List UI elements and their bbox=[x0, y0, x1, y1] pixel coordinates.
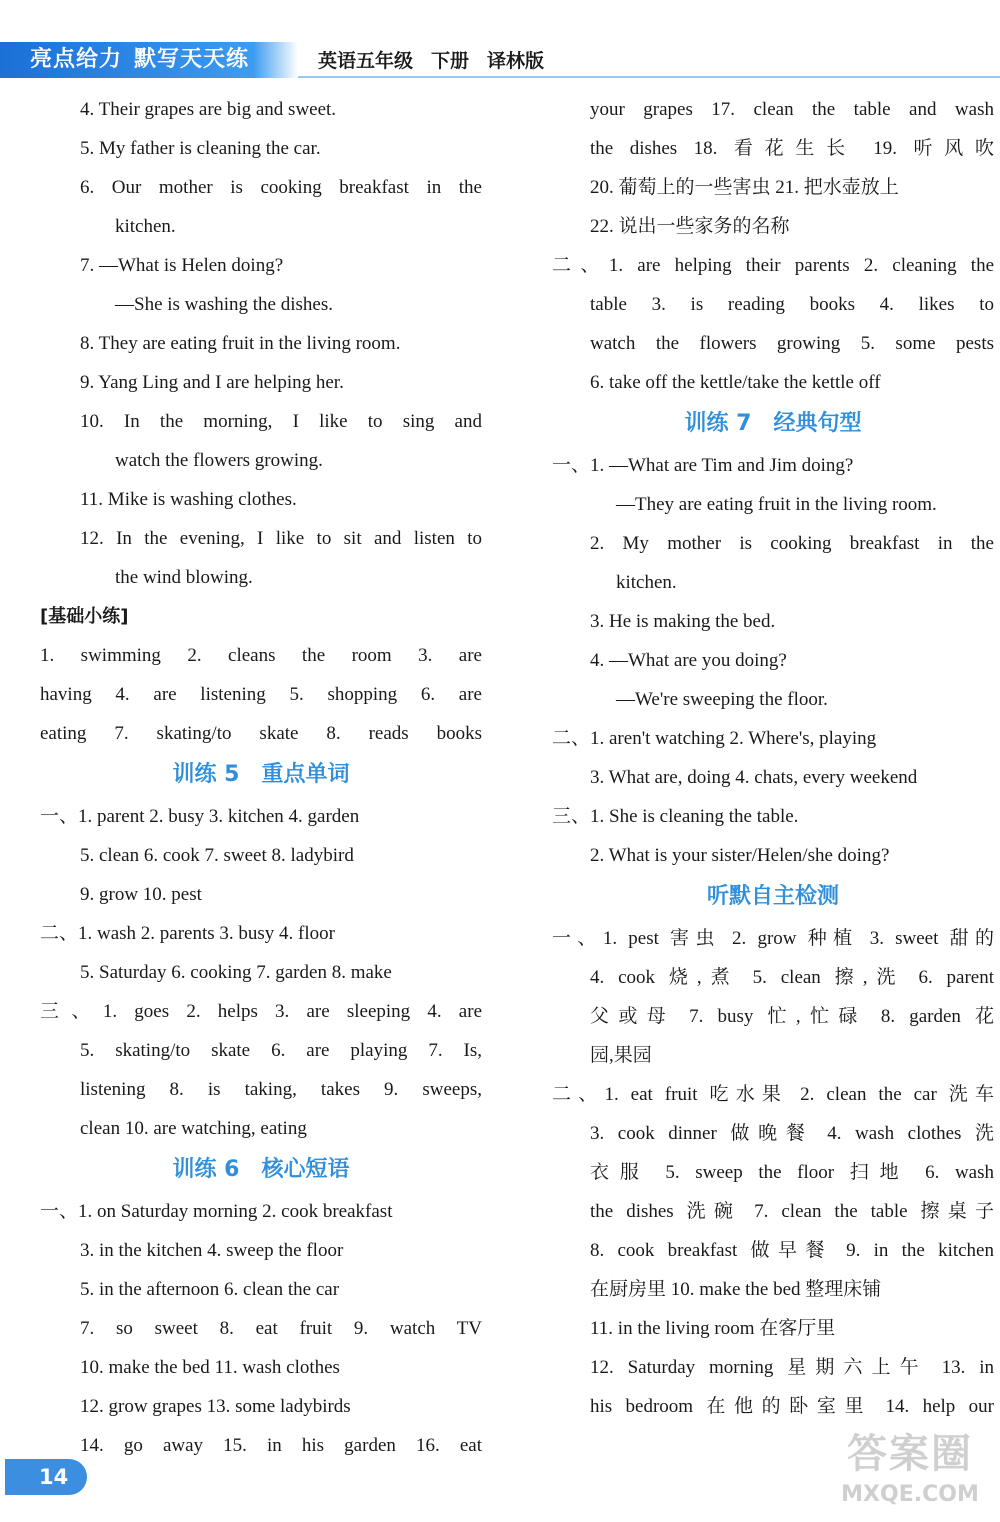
left-column bbox=[40, 90, 482, 1465]
answer-line: 一、1. parent 2. busy 3. kitchen 4. garden bbox=[40, 806, 360, 827]
brand-banner bbox=[0, 42, 298, 78]
answer-line: watch the flowers growing 5. some pests bbox=[590, 333, 994, 354]
answer-line: 三、1. She is cleaning the table. bbox=[552, 806, 799, 827]
series-name: 默写天天练 bbox=[134, 47, 250, 72]
page-header bbox=[0, 0, 1000, 80]
answer-line: 22. 说出一些家务的名称 bbox=[590, 216, 790, 237]
page-number-tab: 14 bbox=[5, 1459, 87, 1495]
answer-line: his bedroom 在他的卧室里 14. help our bbox=[590, 1396, 994, 1417]
answer-line: 一、1. on Saturday morning 2. cook breakfast bbox=[40, 1201, 393, 1222]
answer-line: 衣服 5. sweep the floor 扫地 6. wash bbox=[590, 1162, 994, 1183]
answer-line: 一、1. pest 害虫 2. grow 种植 3. sweet 甜的 bbox=[552, 928, 994, 949]
answer-line: table 3. is reading books 4. likes to bbox=[590, 294, 994, 315]
answer-line: 父或母 7. busy 忙,忙碌 8. garden 花 bbox=[590, 1006, 994, 1027]
answer-line: your grapes 17. clean the table and wash bbox=[590, 99, 994, 120]
answer-line: 12. grow grapes 13. some ladybirds bbox=[80, 1396, 351, 1417]
answer-line: the wind blowing. bbox=[115, 567, 253, 588]
answer-line: 9. grow 10. pest bbox=[80, 884, 202, 905]
answer-line: clean 10. are watching, eating bbox=[80, 1118, 307, 1139]
answer-line: 1. swimming 2. cleans the room 3. are bbox=[40, 645, 482, 666]
answer-line: 12. In the evening, I like to sit and listen to bbox=[80, 528, 482, 549]
section-heading-self-check bbox=[552, 875, 994, 919]
answer-line: 9. Yang Ling and I are helping her. bbox=[80, 372, 344, 393]
answer-line: 三、1. goes 2. helps 3. are sleeping 4. are bbox=[40, 1001, 482, 1022]
answer-line: 5. My father is cleaning the car. bbox=[80, 138, 321, 159]
answer-line: 20. 葡萄上的一些害虫 21. 把水壶放上 bbox=[590, 177, 899, 198]
answer-line: 6. Our mother is cooking breakfast in the bbox=[80, 177, 482, 198]
edition: 译林版 bbox=[487, 50, 545, 72]
answer-line: 7. —What is Helen doing? bbox=[80, 255, 284, 276]
brand-name: 亮点给力 bbox=[30, 47, 123, 72]
answer-line: kitchen. bbox=[616, 572, 677, 593]
answer-line: watch the flowers growing. bbox=[115, 450, 323, 471]
answer-line: 园,果园 bbox=[590, 1045, 652, 1066]
answer-line: 8. They are eating fruit in the living room. bbox=[80, 333, 401, 354]
answer-line: 14. go away 15. in his garden 16. eat bbox=[80, 1435, 482, 1456]
header-divider bbox=[298, 76, 1000, 78]
answer-line: 二、1. wash 2. parents 3. busy 4. floor bbox=[40, 923, 335, 944]
watermark-logo-text: 答案圈 bbox=[847, 1431, 973, 1477]
watermark-logo bbox=[820, 1428, 1000, 1522]
section-heading-training-7 bbox=[552, 402, 994, 446]
book-info bbox=[318, 46, 562, 76]
answer-line: 4. Their grapes are big and sweet. bbox=[80, 99, 337, 120]
watermark-site: MXQE.COM bbox=[841, 1482, 979, 1507]
answer-line: 二、1. aren't watching 2. Where's, playing bbox=[552, 728, 877, 749]
answer-line: 11. Mike is washing clothes. bbox=[80, 489, 297, 510]
answer-line: 二、1. eat fruit 吃水果 2. clean the car 洗车 bbox=[552, 1084, 994, 1105]
answer-line: the dishes 18. 看花生长 19. 听风吹 bbox=[590, 138, 994, 159]
answer-line: 3. cook dinner 做晚餐 4. wash clothes 洗 bbox=[590, 1123, 994, 1144]
answer-line: —We're sweeping the floor. bbox=[616, 689, 828, 710]
answer-line: 10. In the morning, I like to sing and bbox=[80, 411, 482, 432]
answer-line: kitchen. bbox=[115, 216, 176, 237]
answer-line: having 4. are listening 5. shopping 6. are bbox=[40, 684, 482, 705]
answer-line: 7. so sweet 8. eat fruit 9. watch TV bbox=[80, 1318, 482, 1339]
answer-line: 在厨房里 10. make the bed 整理床铺 bbox=[590, 1279, 882, 1300]
section-title: 经典句型 bbox=[773, 411, 862, 436]
answer-line: 5. in the afternoon 6. clean the car bbox=[80, 1279, 340, 1300]
answer-line: the dishes 洗碗 7. clean the table 擦桌子 bbox=[590, 1201, 994, 1222]
section-heading-training-6 bbox=[40, 1148, 482, 1192]
answer-line: 8. cook breakfast 做早餐 9. in the kitchen bbox=[590, 1240, 994, 1261]
answer-line: 3. What are, doing 4. chats, every weekend bbox=[590, 767, 918, 788]
answer-line: 3. in the kitchen 4. sweep the floor bbox=[80, 1240, 344, 1261]
answer-line: eating 7. skating/to skate 8. reads books bbox=[40, 723, 482, 744]
answer-line: 10. make the bed 11. wash clothes bbox=[80, 1357, 340, 1378]
answer-line: 12. Saturday morning 星期六上午 13. in bbox=[590, 1357, 994, 1378]
answer-line: —They are eating fruit in the living room. bbox=[616, 494, 937, 515]
answer-line: 2. What is your sister/Helen/she doing? bbox=[590, 845, 890, 866]
answer-line: 二、1. are helping their parents 2. cleaning the bbox=[552, 255, 994, 276]
answer-line: 5. Saturday 6. cooking 7. garden 8. make bbox=[80, 962, 392, 983]
subsection-label: [基础小练] bbox=[40, 606, 129, 627]
answer-line: 4. cook 烧,煮 5. clean 擦,洗 6. parent bbox=[590, 967, 994, 988]
answer-line: listening 8. is taking, takes 9. sweeps, bbox=[80, 1079, 482, 1100]
answer-line: 2. My mother is cooking breakfast in the bbox=[590, 533, 994, 554]
answer-line: 6. take off the kettle/take the kettle off bbox=[590, 372, 881, 393]
right-column bbox=[552, 90, 994, 1426]
answer-line: —She is washing the dishes. bbox=[115, 294, 333, 315]
answer-line: 5. clean 6. cook 7. sweet 8. ladybird bbox=[80, 845, 354, 866]
answer-line: 4. —What are you doing? bbox=[590, 650, 787, 671]
volume: 下册 bbox=[431, 50, 470, 72]
answer-line: 5. skating/to skate 6. are playing 7. Is, bbox=[80, 1040, 482, 1061]
section-title: 听默自主检测 bbox=[706, 884, 839, 909]
section-title: 重点单词 bbox=[261, 762, 350, 787]
subject-grade: 英语五年级 bbox=[318, 50, 414, 72]
section-number: 训练 7 bbox=[684, 411, 752, 436]
section-heading-training-5 bbox=[40, 753, 482, 797]
section-number: 训练 6 bbox=[172, 1157, 240, 1182]
answer-line: 3. He is making the bed. bbox=[590, 611, 776, 632]
answer-line: 11. in the living room 在客厅里 bbox=[590, 1318, 836, 1339]
section-number: 训练 5 bbox=[172, 762, 240, 787]
answer-line: 一、1. —What are Tim and Jim doing? bbox=[552, 455, 854, 476]
section-title: 核心短语 bbox=[261, 1157, 350, 1182]
